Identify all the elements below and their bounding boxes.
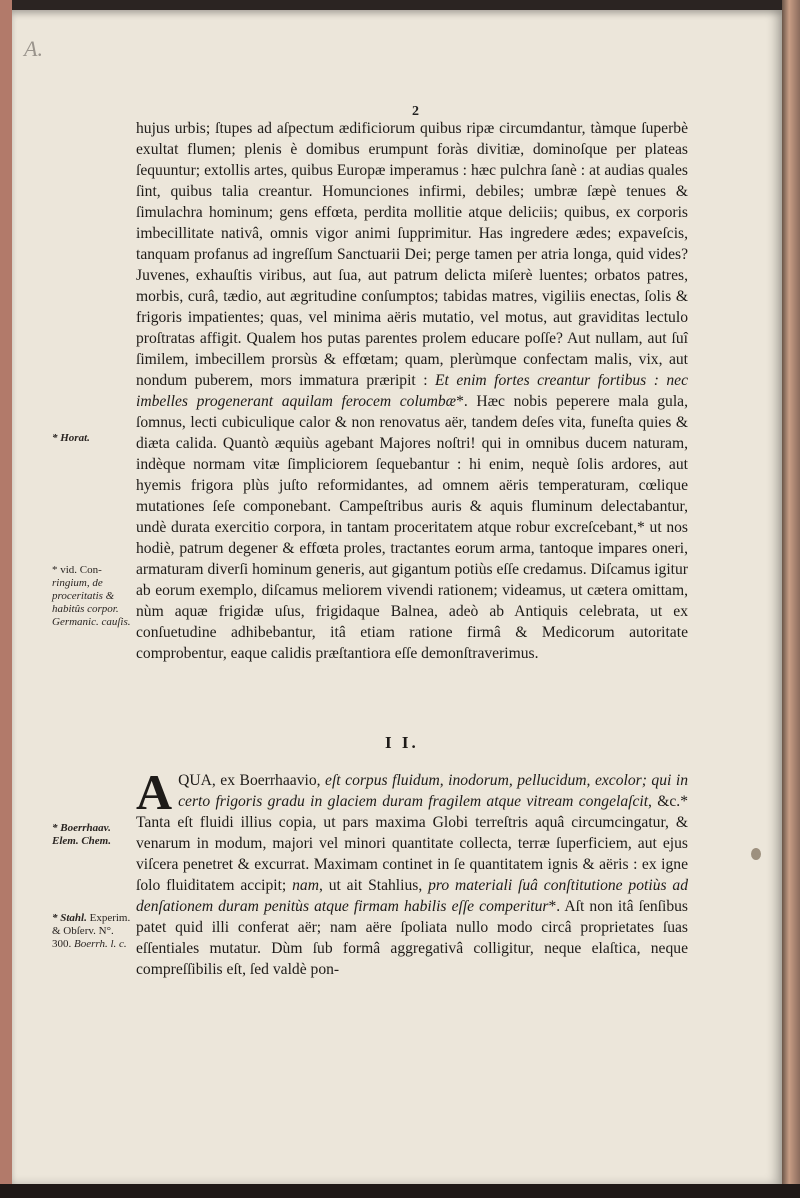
ink-stain [751, 848, 761, 860]
margin-note-horat: * Horat. [52, 432, 90, 444]
margin-note-boerrh-ref: Boerrh. l. c. [74, 938, 127, 950]
drop-cap: A [136, 764, 173, 820]
nam-word: nam [292, 877, 319, 894]
bottom-edge [0, 1184, 800, 1198]
margin-note-conringium-start: * vid. Con- [52, 564, 102, 576]
margin-note-boerrhaav: * Boerrhaav. Elem. Chem. [52, 822, 111, 847]
paragraph-2-middle: , &c.* Tanta eſt fluidi illius copia, ut pars maxima Globi terreſtris aquâ circumcingatur, & venarum in modum, majori vel minori quantitate collecta, terræ ſuperficiem, aut ejus viſcera penetret & excurrat. Maximam continet in ſe quantitatem ignis & aëris : ex igne ſolo fluiditatem accipit; [136, 793, 689, 894]
pencil-mark: A. [24, 36, 43, 61]
margin-note-stahl [52, 912, 134, 951]
section-number: I I. [385, 733, 419, 752]
paragraph-1 [136, 118, 688, 664]
water-definition: eſt corpus fluidum, inodorum, pellucidum, excolor; qui in certo frigoris gradu in glaciem duram fragilem atque vitream congelaſcit [178, 772, 688, 810]
paragraph-1-text: hujus urbis; ſtupes ad aſpectum ædificiorum quibus ripæ circumdantur, tàmque ſuperbè exultat flumen; plenis è domibus erumpunt foràs divitiæ, dominoſque per plateas ſequuntur; extollis artes, quibus Europæ imperamus : hæc pulchra ſanè : at audias quales ſint, quibus talia creantur. Homunciones infirmi, debiles; umbræ ſæpè tenues & ſimulachra hominum; gens effœta, perdita mollitie atque deliciis; quibus, ex corporis imbecillitate nativâ, omnis vigor animi ſupprimitur. Has ingredere ædes; expaveſcis, tanquam profanus ad ingreſſum Sanctuarii Dei; perge tamen per atria longa, quid vides? Juvenes, exhauſtis viribus, aut ſua, aut patrum delicta miſerè luentes; orbatos patres, morbis, curâ, tædio, aut ægritudine conſumptos; tabidas matres, vigiliis enectas, ſolis & frigoris impatientes; quas, vel minima aëris mutatio, vel motus, aut graviditas lectulo proſtratas affigit. Qualem hos putas parentes prolem educare poſſe? Aut nullam, aut ſuî ſimilem, imbecillem prorsùs & effœtam; quam, plerùmque confectam malis, vix, aut nondum puberem, mors immatura præripit : [136, 120, 688, 389]
stahl-intro: , ut ait Stahlius, [318, 877, 423, 894]
margin-note-stahl-ref: Experim. & Obſerv. N°. 300. [52, 912, 131, 950]
paragraph-2-start: QUA, ex Boerrhaavio, [178, 772, 321, 789]
page-number: 2 [412, 104, 419, 119]
margin-note-stahl-author: * Stahl. [52, 912, 87, 924]
paragraph-1-continuation: *. Hæc nobis peperere mala gula, ſomnus, lecti cubiculique calor & non renovatus aër, tandem deſes vita, funeſta quies & diæta calida. Quantò æquiùs agebant Majores noſtri! qui in omnibus ducem naturam, indèque normam vitæ ſimpliciorem ſequebantur : hi enim, nequè ſolis ardores, aut hyemis frigora plùs juſto reformidantes, ad omnem aëris temperaturam, cœlique mutationes ſeſe componebant. Campeſtribus auris & aquis fluminum delectabantur, undè durata exercitio corpora, in tantam proceritatem atque robur excreſcebant,* ut nos hodiè, patrum degener & effœta proles, tractantes eorum arma, tantoque impares oneri, armaturam diverſi hominum generis, aut gigantum potiùs eſſe credamus. Diſcamus igitur ab eorum exemplo, diſcamus meliorem vivendi rationem; videamus, ut cætera omittam, nùm aquæ frigidæ uſus, frigidaque Balnea, adeò ab Antiquis celebrata, ut ex conſuetudine adhibebantur, itâ etiam ratione firmâ & Medicorum autoritate comprobentur, eaque calidis præſtantiora eſſe demonſtraverimus. [136, 393, 688, 662]
margin-note-conringium-rest: ringium, de proceritatis & habitûs corpor. Germanic. cauſis. [52, 577, 131, 628]
horace-quote: Et enim fortes creantur fortibus : nec imbelles progenerant aquilam ferocem columbæ [136, 372, 688, 410]
paragraph-2-end: *. Aſt non itâ ſenſibus patet quid illi conferat aër; nam aëre ſpoliata nullo modo circâ proprietates ſuas eſſentiales mutatur. Dùm ſub formâ aggregativâ colligitur, neque elaſtica, neque compreſſibilis eſt, ſed valdè pon- [136, 898, 688, 978]
left-page-edge [0, 0, 12, 1198]
paragraph-2 [136, 764, 689, 980]
margin-note-conringium [52, 564, 134, 629]
book-spine [782, 0, 800, 1198]
stahl-quote: pro materiali ſuâ conſtitutione potiùs ad denſationem duram penitùs atque firmam habilis eſſe comperitur [136, 877, 688, 915]
